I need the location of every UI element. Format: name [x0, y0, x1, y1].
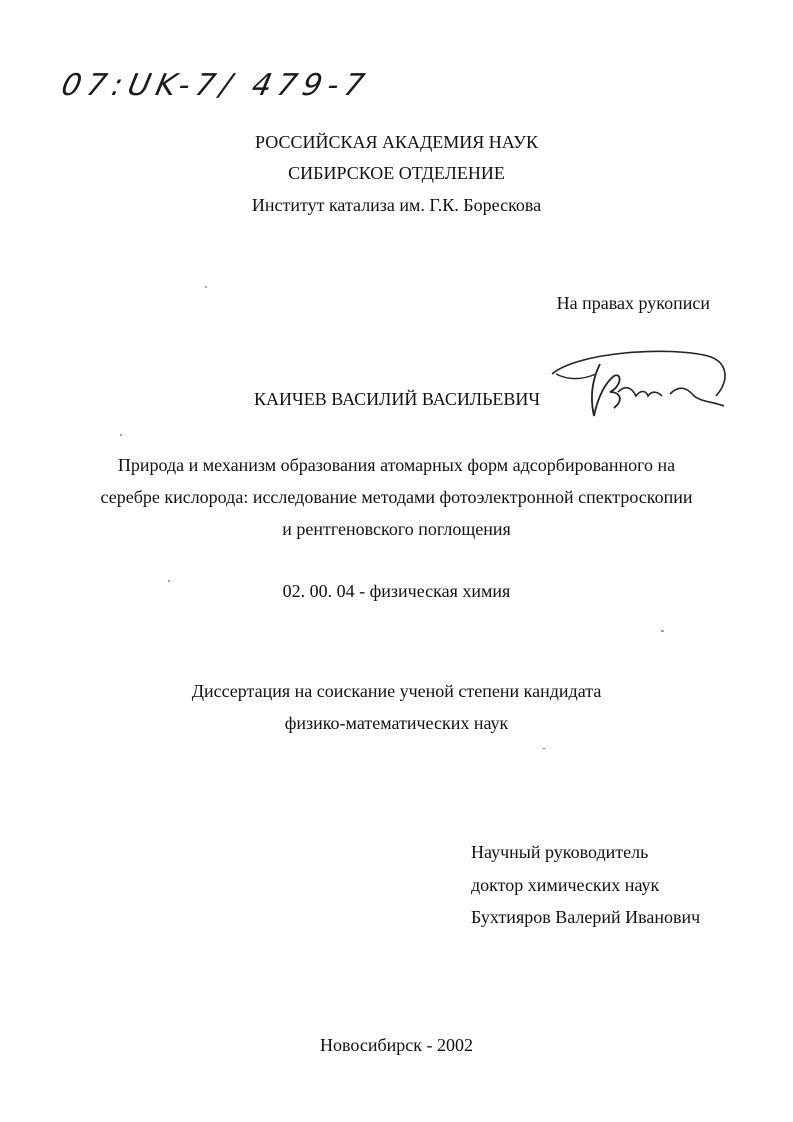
title-line-2: серебре кислорода: исследование методами фотоэлектронной спектроскопии — [100, 487, 693, 507]
scan-speck — [542, 748, 546, 749]
degree-line-2: физико-математических наук — [284, 713, 509, 733]
supervisor-role: Научный руководитель — [471, 842, 649, 862]
academy-heading: РОССИЙСКАЯ АКАДЕМИЯ НАУК — [255, 132, 538, 152]
scan-speck — [205, 286, 207, 288]
title-line-3: и рентгеновского поглощения — [282, 519, 511, 539]
branch-heading: СИБИРСКОЕ ОТДЕЛЕНИЕ — [288, 163, 505, 183]
place-and-year: Новосибирск - 2002 — [320, 1035, 473, 1055]
manuscript-rights-label: На правах рукописи — [556, 293, 710, 313]
scan-speck — [661, 630, 664, 632]
scan-speck — [120, 434, 122, 436]
degree-line-1: Диссертация на соискание ученой степени кандидата — [191, 681, 602, 701]
supervisor-name: Бухтияров Валерий Иванович — [471, 907, 701, 927]
archive-number-handwritten: 07:UK-7/ 479-7 — [58, 68, 374, 103]
institute-heading: Институт катализа им. Г.К. Борескова — [251, 195, 542, 215]
specialty-code: 02. 00. 04 - физическая химия — [282, 581, 511, 601]
author-signature — [548, 346, 738, 426]
supervisor-degree: доктор химических наук — [471, 875, 660, 895]
scan-speck — [168, 580, 170, 582]
title-line-1: Природа и механизм образования атомарных форм адсорбированного на — [117, 455, 676, 475]
author-name: КАИЧЕВ ВАСИЛИЙ ВАСИЛЬЕВИЧ — [254, 389, 541, 409]
